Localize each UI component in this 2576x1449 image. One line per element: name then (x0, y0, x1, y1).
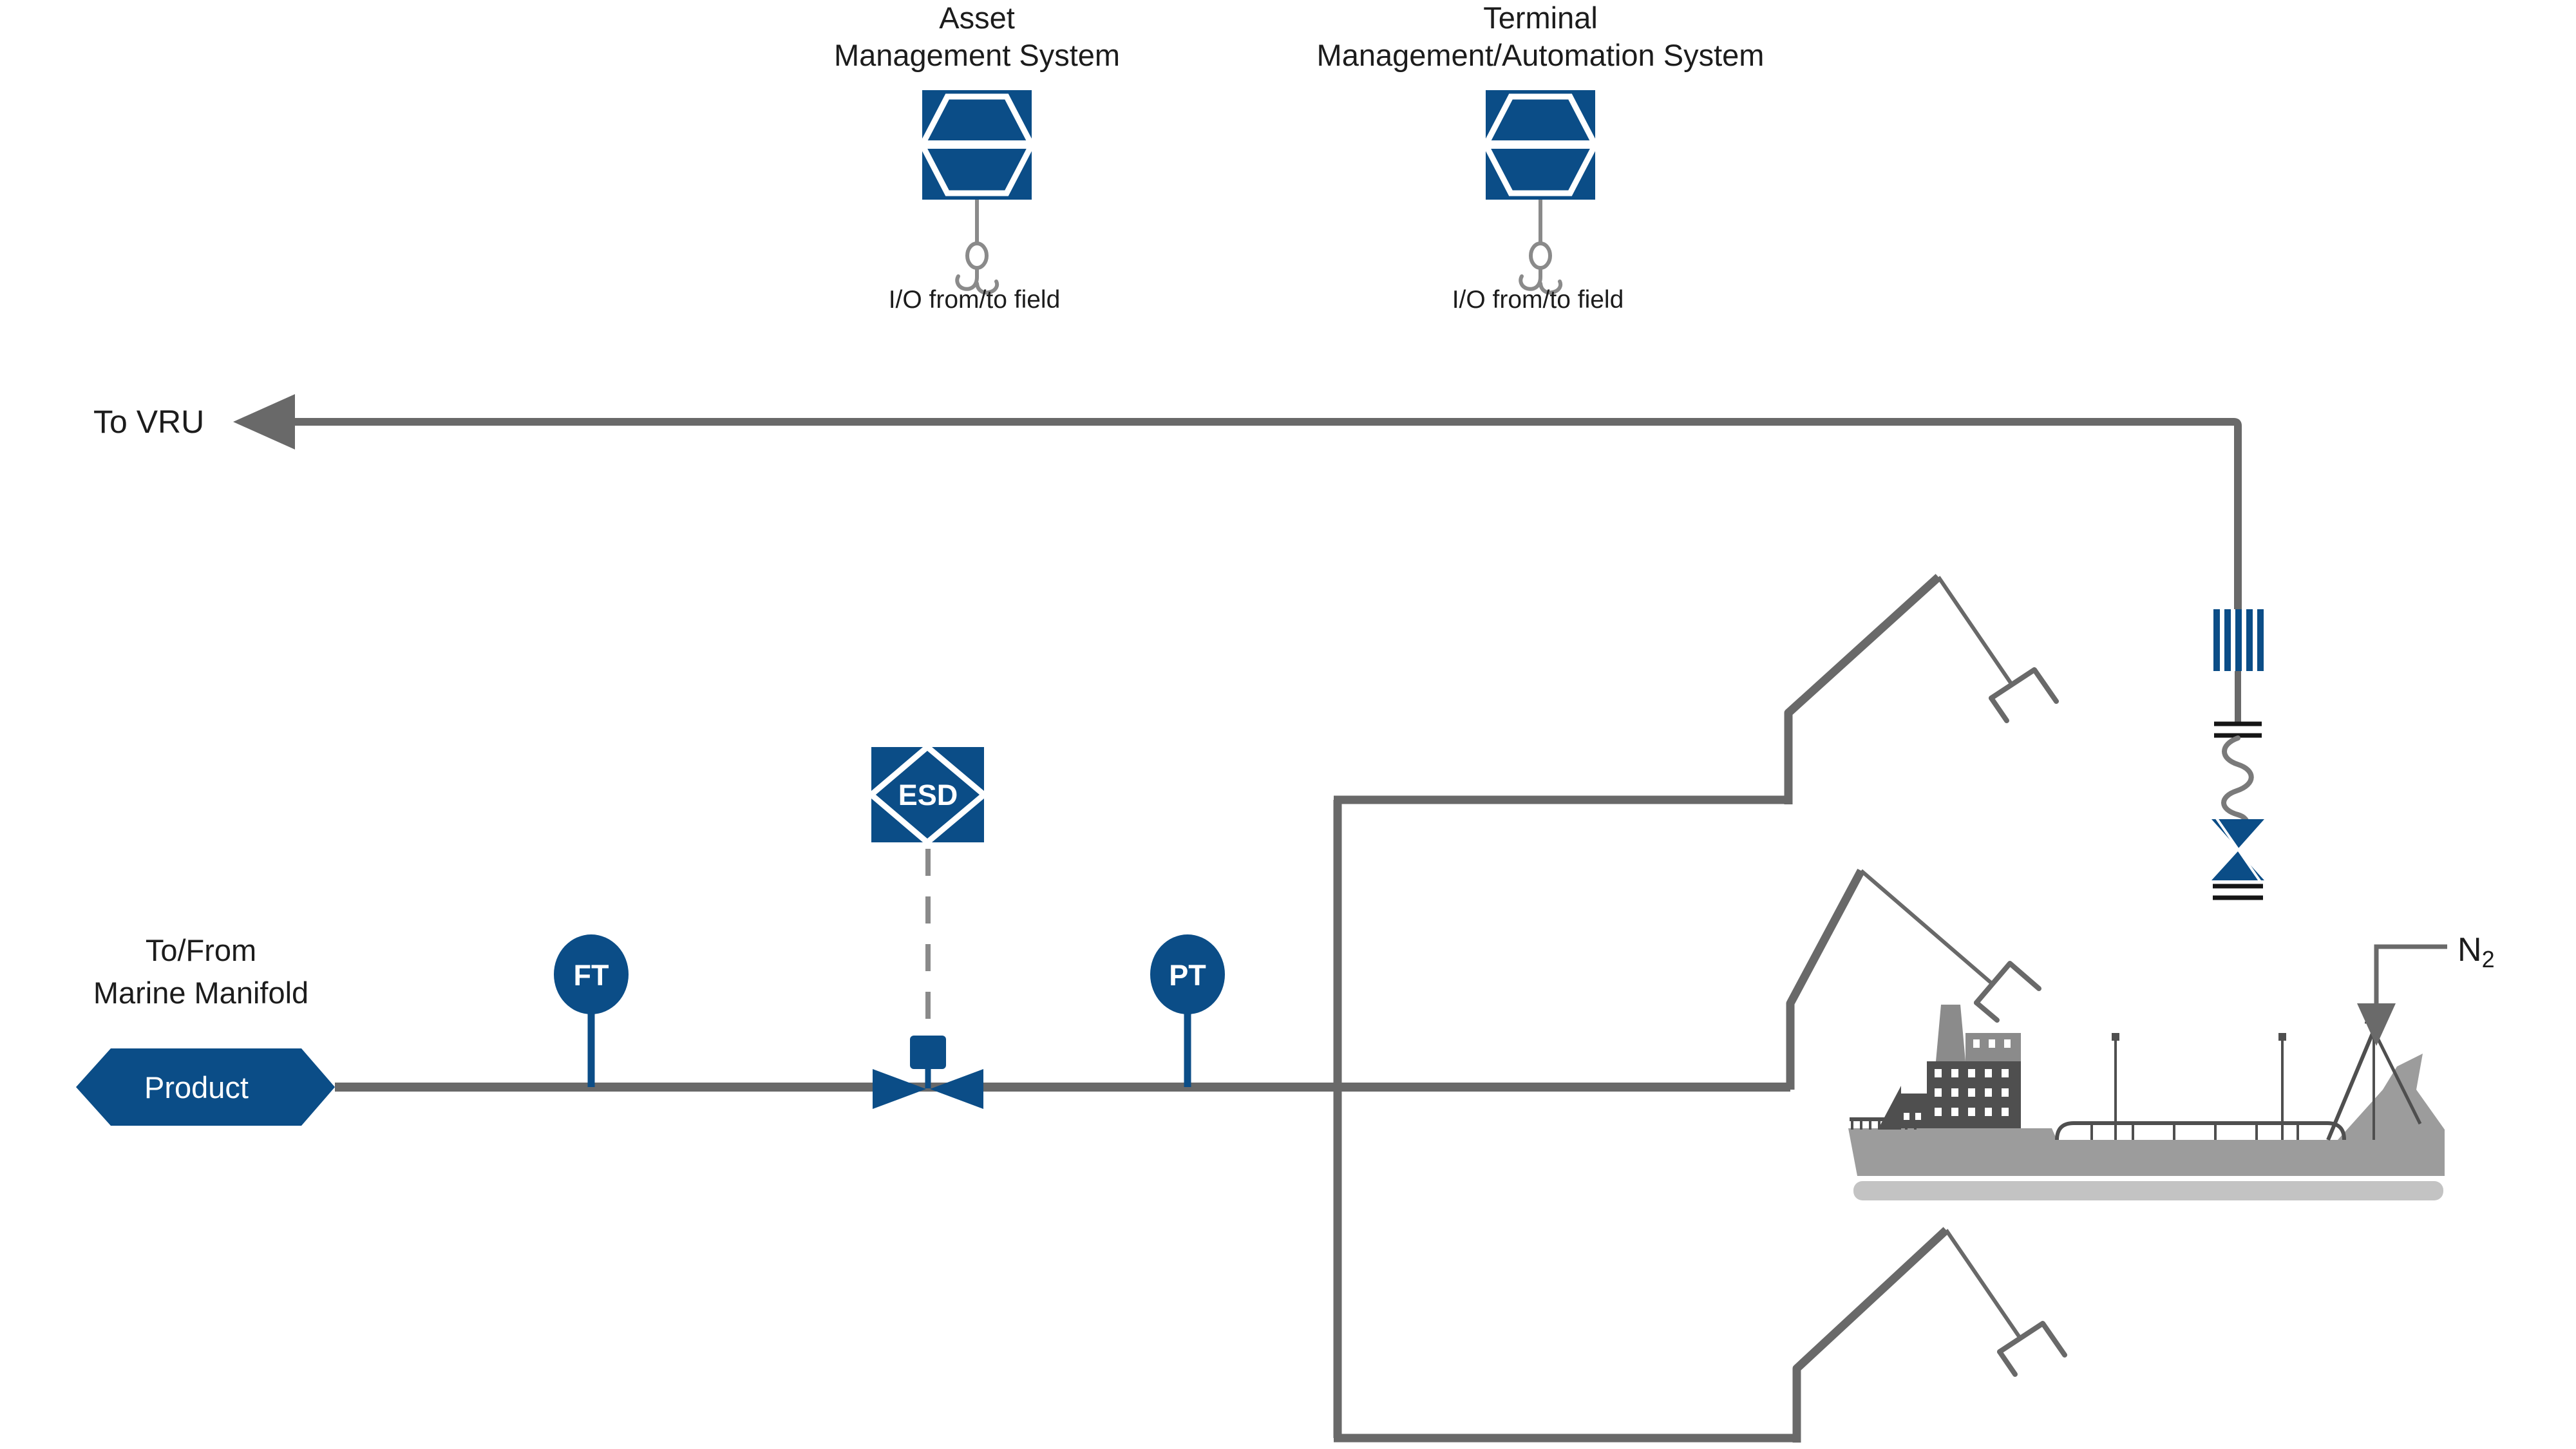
asset-management-system (834, 1, 1120, 314)
arm-coupler-icon (1991, 670, 2056, 721)
vapor-return-line (93, 394, 2264, 898)
product-pipeline (335, 800, 1797, 1438)
product-stream (76, 933, 335, 1126)
tanker-ship-illustration (1848, 1005, 2445, 1200)
window (1915, 1113, 1921, 1120)
terminal-system-title-line1: Terminal (1483, 1, 1598, 35)
window (1904, 1113, 1909, 1120)
n2-line (2376, 947, 2447, 1006)
asset-system-title-line1: Asset (939, 1, 1015, 35)
coupling-flange-icon (2214, 724, 2262, 735)
pt-label: PT (1169, 959, 1206, 992)
n2-arrowhead-icon (2357, 1003, 2396, 1046)
pressure-transmitter (1150, 934, 1225, 1087)
asset-system-title-line2: Management System (833, 38, 1121, 72)
vru-arrowhead-icon (233, 394, 295, 450)
flame-arrester-icon (2213, 609, 2264, 671)
terminal-management-system (1317, 1, 1765, 314)
loading-arm-drop (1946, 1230, 2020, 1338)
terminal-io-label: I/O from/to field (1452, 286, 1624, 314)
arm-coupler-icon (1976, 963, 2039, 1020)
manifold-label-line1: To/From (145, 933, 257, 967)
loading-arm-bottom (1797, 1230, 2065, 1443)
esd-valve-icon (873, 1036, 983, 1109)
aft-deckhouse (1899, 1094, 1927, 1128)
upper-deckhouse-windows (1973, 1039, 2011, 1048)
n2-label: N2 (2458, 931, 2495, 972)
terminal-io-signal-hook-icon (1520, 200, 1560, 292)
loading-arm-top (1788, 577, 2056, 804)
flow-transmitter (554, 934, 629, 1087)
esd-system (871, 747, 984, 1109)
manifold-label-line2: Marine Manifold (93, 976, 309, 1010)
ft-label: FT (573, 959, 609, 992)
esd-label: ESD (898, 779, 958, 811)
loading-arm-boom (1790, 871, 1861, 1090)
asset-io-signal-hook-icon (957, 200, 997, 292)
vru-pipe-path (287, 422, 2238, 609)
asset-system-icon (922, 90, 1032, 200)
loading-arm-boom (1797, 1230, 1946, 1443)
funnel-icon (1936, 1005, 1965, 1061)
asset-io-label: I/O from/to field (888, 286, 1061, 314)
loading-arm-drop (1938, 577, 2012, 685)
deck-pipe-rail (2057, 1123, 2344, 1140)
terminal-system-icon (1486, 90, 1595, 200)
gangway-icon (1878, 1086, 1901, 1130)
arm-coupler-icon (2000, 1323, 2065, 1374)
to-vru-label: To VRU (93, 404, 205, 440)
n2-purge (2357, 931, 2495, 1046)
loading-arm-drop (1861, 871, 1993, 984)
ship-waterline (1853, 1181, 2443, 1200)
product-label: Product (144, 1070, 249, 1104)
terminal-system-title-line2: Management/Automation System (1316, 38, 1765, 72)
loading-arm-boom (1788, 577, 1938, 804)
breakaway-coupling-icon (2211, 817, 2264, 898)
